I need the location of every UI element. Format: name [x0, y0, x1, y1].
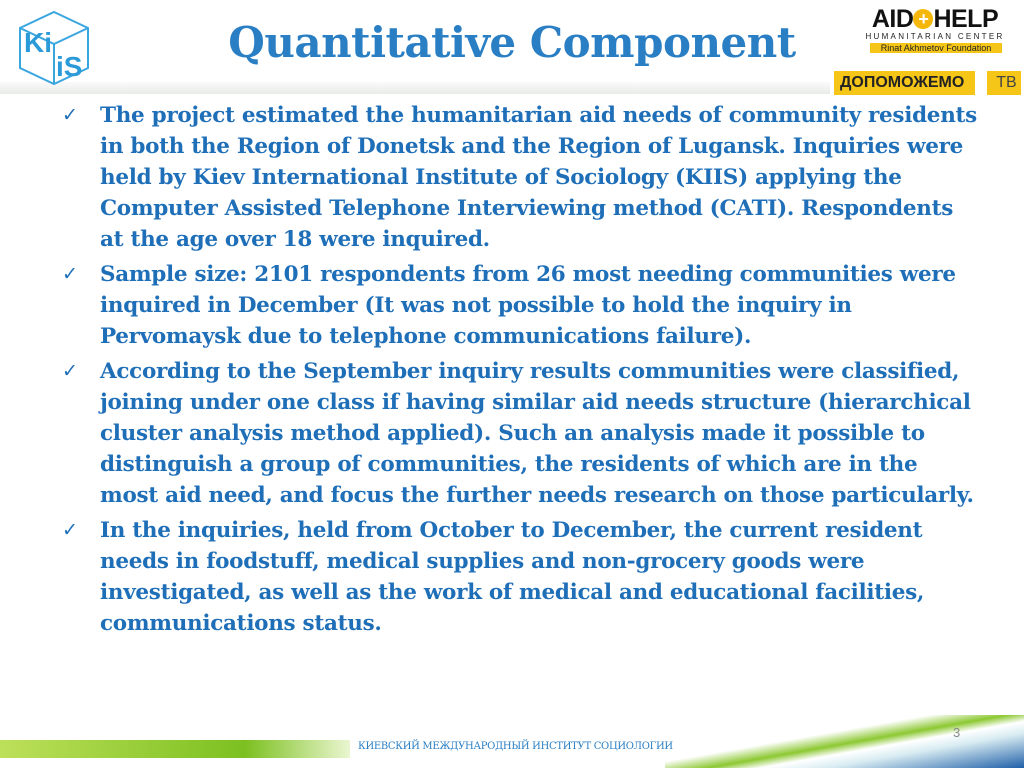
list-item-text: In the inquiries, held from October to December, the current resident needs in foodstuff, medical supplies and non-grocery goods were investigated, as well as the work of medical and educational facilities, communications status.: [100, 518, 925, 636]
aid-help-logo: [860, 6, 1010, 53]
checkmark-icon: ✓: [62, 263, 78, 285]
plus-cross-icon: +: [913, 9, 933, 29]
page-title: Quantitative Component: [228, 18, 796, 67]
bullet-list: [60, 100, 980, 643]
logo-foundation: Rinat Akhmetov Foundation: [870, 43, 1002, 53]
footer: [0, 715, 1024, 768]
page-number: 3: [953, 725, 961, 740]
list-item: [60, 356, 980, 511]
footer-swoosh-left: [0, 740, 350, 758]
kiis-logo-is: iS: [56, 51, 83, 82]
checkmark-icon: ✓: [62, 519, 78, 541]
badge-left: ДОПОМОЖЕМО: [834, 71, 970, 95]
aid-word: AID: [871, 5, 914, 33]
list-item: [60, 100, 980, 255]
list-item-text: The project estimated the humanitarian aid needs of community residents in both the Region of Donetsk and the Region of Lugansk. Inquiries were held by Kiev International Institute of Sociology (KIIS) applying the Computer Assisted Telephone Interviewing method (CATI). Respondents at the age over 18 were inquired.: [100, 103, 977, 252]
footer-institute-name: КИЕВСКИЙ МЕЖДУНАРОДНЫЙ ИНСТИТУТ СОЦИОЛОГИИ: [358, 741, 673, 752]
checkmark-icon: ✓: [62, 360, 78, 382]
list-item: [60, 515, 980, 639]
dopomozhemo-badge: [834, 71, 1021, 95]
header-band: [0, 82, 830, 94]
footer-swoosh-right: [665, 715, 1024, 768]
list-item-text: Sample size: 2101 respondents from 26 most needing communities were inquired in December (It was not possible to hold the inquiry in Pervomaysk due to telephone communications failure).: [100, 262, 956, 349]
badge-plus-icon: [970, 71, 992, 95]
help-word: HELP: [933, 5, 999, 33]
checkmark-icon: ✓: [62, 104, 78, 126]
list-item-text: According to the September inquiry results communities were classified, joining under one class if having similar aid needs structure (hierarchical cluster analysis method applied). Such an analysis made it possible to distinguish a group of communities, the residents of which are in the most aid need, and focus the further needs research on those particularly.: [100, 359, 974, 508]
badge-right: ТВ: [992, 71, 1020, 95]
logo-subtitle: HUMANITARIAN CENTER: [865, 32, 1005, 41]
kiis-logo-ki: Ki: [24, 27, 52, 58]
list-item: [60, 259, 980, 352]
